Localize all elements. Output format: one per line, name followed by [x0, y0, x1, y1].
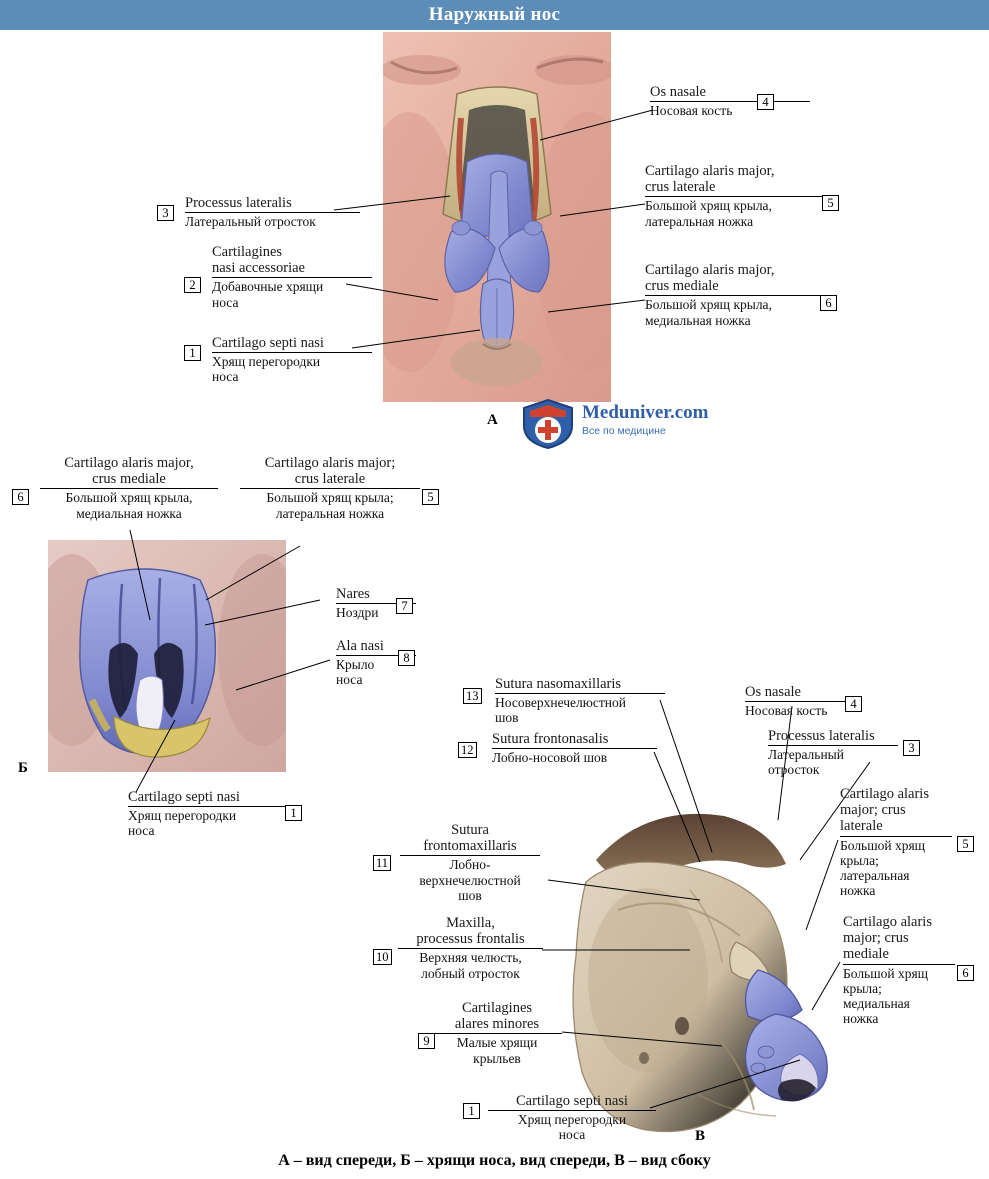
figure-caption: А – вид спереди, Б – хрящи носа, вид спереди, В – вид сбоку: [278, 1152, 711, 1169]
numbox-8-b: 8: [398, 650, 415, 666]
label-sutura-frontonasalis-v: Sutura frontonasalis Лобно-носовой шов: [492, 731, 657, 765]
label-sutura-frontomaxillaris-v: Sutura frontomaxillaris Лобно- верхнечелюстной шов: [400, 822, 540, 903]
numbox-6-v: 6: [957, 965, 974, 981]
numbox-5-v: 5: [957, 836, 974, 852]
numbox-3-a: 3: [157, 205, 174, 221]
site-logo: [520, 398, 750, 450]
label-maxilla-v: Maxilla, processus frontalis Верхняя челюсть, лобный отросток: [398, 915, 543, 981]
label-sutura-nasomaxillaris-v: Sutura nasomaxillaris Носоверхнечелюстной шов: [495, 676, 665, 725]
label-crus-laterale-v: Cartilago alaris major; crus laterale Большой хрящ крыла; латеральная ножка: [840, 786, 952, 898]
logo-name: Meduniver.com: [582, 402, 709, 423]
numbox-1-v: 1: [463, 1103, 480, 1119]
label-septi-nasi-a: Cartilago septi nasi Хрящ перегородки носа: [212, 335, 372, 384]
illustration-front-view: [383, 32, 611, 402]
numbox-5-b: 5: [422, 489, 439, 505]
numbox-4-a: 4: [757, 94, 774, 110]
illustration-lateral-view: [570, 790, 860, 1140]
label-cartilagines-accessoriae-a: Cartilagines nasi accessoriae Добавочные хрящи носа: [212, 244, 372, 310]
page-title: Наружный нос: [0, 0, 989, 30]
numbox-3-v: 3: [903, 740, 920, 756]
panel-letter-a: А: [487, 412, 498, 428]
label-crus-mediale-a: Cartilago alaris major, crus mediale Большой хрящ крыла, медиальная ножка: [645, 262, 835, 328]
numbox-2-a: 2: [184, 277, 201, 293]
numbox-6-b: 6: [12, 489, 29, 505]
label-os-nasale-a: Os nasale Носовая кость: [650, 84, 810, 118]
numbox-9-v: 9: [418, 1033, 435, 1049]
panel-letter-v: В: [695, 1128, 706, 1144]
label-septi-nasi-b: Cartilago septi nasi Хрящ перегородки носа: [128, 789, 293, 838]
numbox-12-v: 12: [458, 742, 477, 758]
label-crus-laterale-b: Cartilago alaris major; crus laterale Большой хрящ крыла; латеральная ножка: [240, 455, 420, 521]
panel-letter-b: Б: [18, 760, 28, 776]
numbox-7-b: 7: [396, 598, 413, 614]
label-ala-nasi-b: Ala nasi Крыло носа: [336, 638, 416, 687]
numbox-4-v: 4: [845, 696, 862, 712]
label-crus-mediale-b: Cartilago alaris major, crus mediale Большой хрящ крыла, медиальная ножка: [40, 455, 218, 521]
label-nares-b: Nares Ноздри: [336, 586, 416, 620]
numbox-5-a: 5: [822, 195, 839, 211]
label-cartilagines-alares-minores-v: Cartilagines alares minores Малые хрящи крыльев: [432, 1000, 562, 1066]
label-os-nasale-v: Os nasale Носовая кость: [745, 684, 855, 718]
illustration-cartilages-front: [48, 540, 286, 772]
numbox-1-b: 1: [285, 805, 302, 821]
label-processus-lateralis-v: Processus lateralis Латеральный отросток: [768, 728, 898, 777]
numbox-10-v: 10: [373, 949, 392, 965]
numbox-1-a: 1: [184, 345, 201, 361]
label-crus-mediale-v: Cartilago alaris major; crus mediale Большой хрящ крыла; медиальная ножка: [843, 914, 955, 1026]
label-crus-laterale-a: Cartilago alaris major, crus laterale Большой хрящ крыла, латеральная ножка: [645, 163, 835, 229]
label-processus-lateralis-a: Processus lateralis Латеральный отросток: [185, 195, 360, 229]
logo-tagline: Все по медицине: [582, 425, 666, 437]
numbox-11-v: 11: [373, 855, 391, 871]
numbox-6-a: 6: [820, 295, 837, 311]
numbox-13-v: 13: [463, 688, 482, 704]
shield-icon: [520, 398, 576, 450]
label-septi-nasi-v: Cartilago septi nasi Хрящ перегородки носа: [488, 1093, 656, 1142]
